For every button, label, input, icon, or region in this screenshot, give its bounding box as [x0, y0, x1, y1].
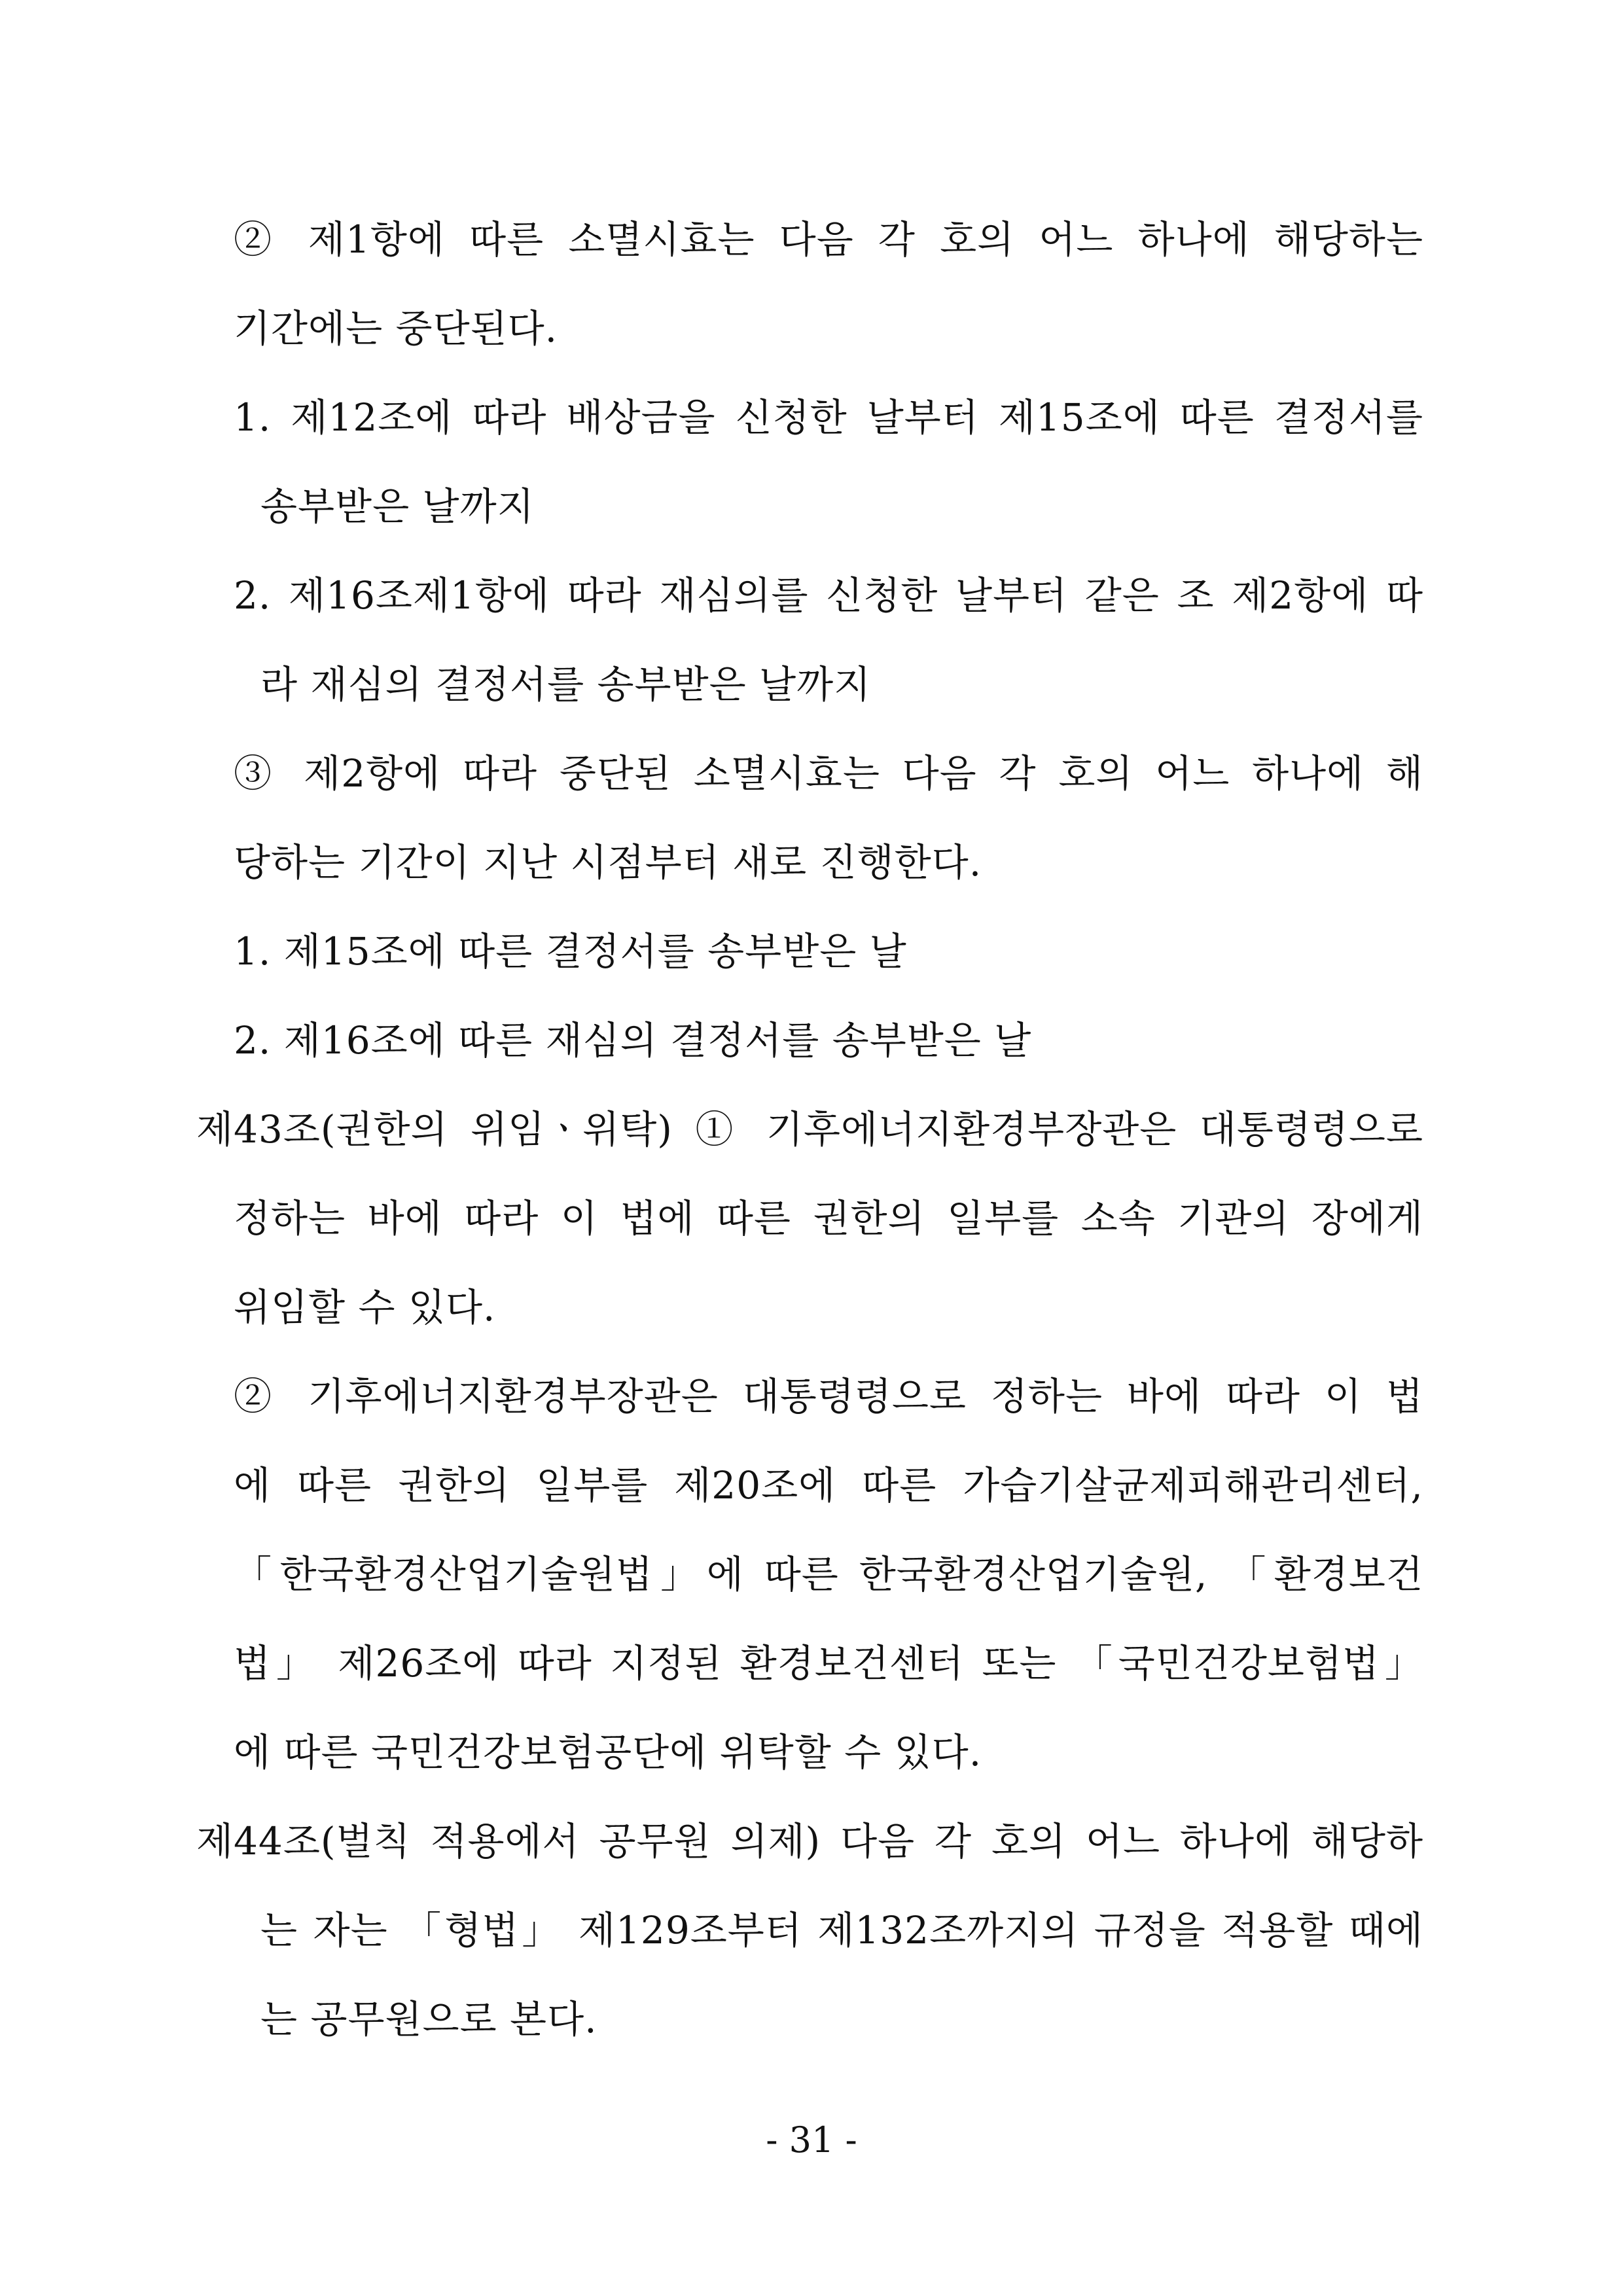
text-line-7: ③ 제2항에 따라 중단된 소멸시효는 다음 각 호의 어느 하나에 해: [234, 751, 1423, 796]
text-line-6: 라 재심의 결정서를 송부받은 날까지: [260, 662, 872, 707]
text-line-20: 는 자는 「형법」 제129조부터 제132조까지의 규정을 적용할 때에: [260, 1908, 1423, 1952]
text-line-15: 에 따른 권한의 일부를 제20조에 따른 가습기살균제피해관리센터,: [234, 1463, 1423, 1508]
text-line-14: ② 기후에너지환경부장관은 대통령령으로 정하는 바에 따라 이 법: [234, 1374, 1423, 1419]
text-line-5: 2. 제16조제1항에 따라 재심의를 신청한 날부터 같은 조 제2항에 따: [234, 573, 1423, 618]
text-line-18: 에 따른 국민건강보험공단에 위탁할 수 있다.: [234, 1730, 982, 1775]
text-line-17: 법」 제26조에 따라 지정된 환경보건센터 또는 「국민건강보험법」: [234, 1641, 1423, 1686]
text-line-13: 위임할 수 있다.: [234, 1285, 496, 1330]
text-line-4: 송부받은 날까지: [260, 484, 535, 529]
text-line-10: 2. 제16조에 따른 재심의 결정서를 송부받은 날: [234, 1018, 1032, 1063]
text-line-11: 제43조(권한의 위임ㆍ위탁) ① 기후에너지환경부장관은 대통령령으로: [196, 1107, 1423, 1152]
text-line-16: 「한국환경산업기술원법」에 따른 한국환경산업기술원, 「환경보건: [234, 1552, 1423, 1597]
text-line-19: 제44조(벌칙 적용에서 공무원 의제) 다음 각 호의 어느 하나에 해당하: [196, 1819, 1423, 1863]
text-line-12: 정하는 바에 따라 이 법에 따른 권한의 일부를 소속 기관의 장에게: [234, 1196, 1423, 1241]
page-number: - 31 -: [766, 2119, 857, 2161]
text-line-9: 1. 제15조에 따른 결정서를 송부받은 날: [234, 929, 907, 974]
text-line-8: 당하는 기간이 지난 시점부터 새로 진행한다.: [234, 840, 982, 885]
text-line-21: 는 공무원으로 본다.: [260, 1997, 597, 2041]
text-line-3: 1. 제12조에 따라 배상금을 신청한 날부터 제15조에 따른 결정서를: [234, 395, 1423, 440]
text-line-1: ② 제1항에 따른 소멸시효는 다음 각 호의 어느 하나에 해당하는: [234, 217, 1423, 262]
text-line-2: 기간에는 중단된다.: [234, 306, 558, 351]
